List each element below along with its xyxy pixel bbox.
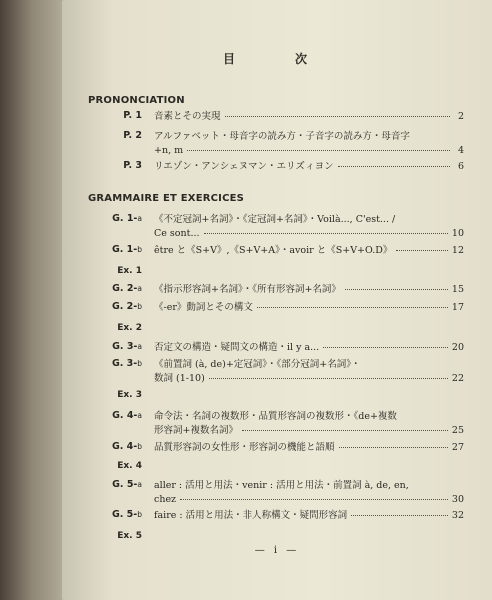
entry-code: G. 3-b (111, 358, 142, 369)
entry-page-number: 4 (457, 145, 464, 156)
section-heading-pronunciation: PRONONCIATION (88, 95, 185, 106)
dot-leader (396, 249, 448, 251)
entry-title: 品質形容詞の女性形・形容詞の機能と語順 27 (154, 442, 464, 453)
exercise-heading: Ex. 3 (117, 390, 142, 400)
entry-title: 《不定冠詞+名詞》・《定冠詞+名詞》・Voilà..., C'est... / Ce sont... 10 (154, 214, 464, 239)
entry-title: 《指示形容詞+名詞》・《所有形容詞+名詞》 15 (154, 284, 464, 295)
page-title: 目 次 (222, 52, 331, 66)
entry-title: 否定文の構造・疑問文の構造・il y a... 20 (154, 342, 464, 353)
entry-title: aller : 活用と用法・venir : 活用と用法・前置詞 à, de, en, chez 30 (154, 480, 464, 505)
entry-title: 《前置詞 (à, de)+定冠詞》・《部分冠詞+名詞》・ 数詞 (1-10) 22 (154, 359, 464, 384)
entry-title: アルファベット・母音字の読み方・子音字の読み方・母音字 +n, m 4 (154, 131, 464, 156)
dot-leader (225, 115, 450, 117)
entry-code: G. 3-a (112, 341, 142, 352)
dot-leader (323, 346, 448, 348)
entry-code: G. 4-b (111, 441, 142, 452)
entry-title: 《-er》動詞とその構文 17 (154, 302, 464, 313)
entry-page-number: 12 (451, 245, 464, 256)
dot-leader (180, 498, 448, 500)
exercise-heading: Ex. 4 (117, 461, 142, 471)
entry-code: G. 4-a (112, 410, 142, 421)
dot-leader (339, 446, 448, 448)
entry-page-number: 22 (451, 373, 464, 384)
toc-page (62, 0, 492, 600)
entry-page-number: 17 (451, 302, 464, 313)
entry-code: P. 1 (123, 110, 142, 121)
entry-page-number: 2 (457, 111, 464, 122)
entry-code: P. 3 (123, 160, 142, 171)
entry-code: G. 1-b (111, 244, 142, 255)
entry-code: G. 2-b (111, 301, 142, 312)
dot-leader (204, 232, 448, 234)
entry-code: P. 2 (123, 130, 142, 141)
exercise-heading: Ex. 2 (117, 323, 142, 333)
dot-leader (187, 149, 450, 151)
dot-leader (351, 514, 448, 516)
dot-leader (257, 306, 448, 308)
entry-page-number: 32 (451, 510, 464, 521)
entry-title: リエゾン・アンシェヌマン・エリズィヨン 6 (154, 161, 464, 172)
book-gutter (0, 0, 70, 600)
dot-leader (242, 429, 448, 431)
entry-code: G. 5-b (111, 509, 142, 520)
exercise-heading: Ex. 5 (117, 531, 142, 541)
entry-page-number: 30 (451, 494, 464, 505)
entry-title: 音素とその実現 2 (154, 111, 464, 122)
entry-page-number: 10 (451, 228, 464, 239)
dot-leader (209, 377, 448, 379)
entry-title: 命令法・名詞の複数形・品質形容詞の複数形・《de+複数 形容詞+複数名詞》 25 (154, 411, 464, 436)
entry-page-number: 25 (451, 425, 464, 436)
entry-title: faire : 活用と用法・非人称構文・疑問形容詞 32 (154, 510, 464, 521)
entry-page-number: 20 (451, 342, 464, 353)
entry-page-number: 6 (457, 161, 464, 172)
entry-page-number: 15 (451, 284, 464, 295)
exercise-heading: Ex. 1 (117, 266, 142, 276)
page-number-footer: — i — (254, 545, 300, 556)
entry-page-number: 27 (451, 442, 464, 453)
dot-leader (345, 288, 448, 290)
dot-leader (338, 165, 450, 167)
section-heading-grammar: GRAMMAIRE ET EXERCICES (88, 193, 245, 204)
entry-code: G. 2-a (112, 283, 142, 294)
entry-title: être と《S+V》,《S+V+A》・avoir と《S+V+O.D》 12 (154, 245, 464, 256)
entry-code: G. 1-a (112, 213, 142, 224)
entry-code: G. 5-a (112, 479, 142, 490)
